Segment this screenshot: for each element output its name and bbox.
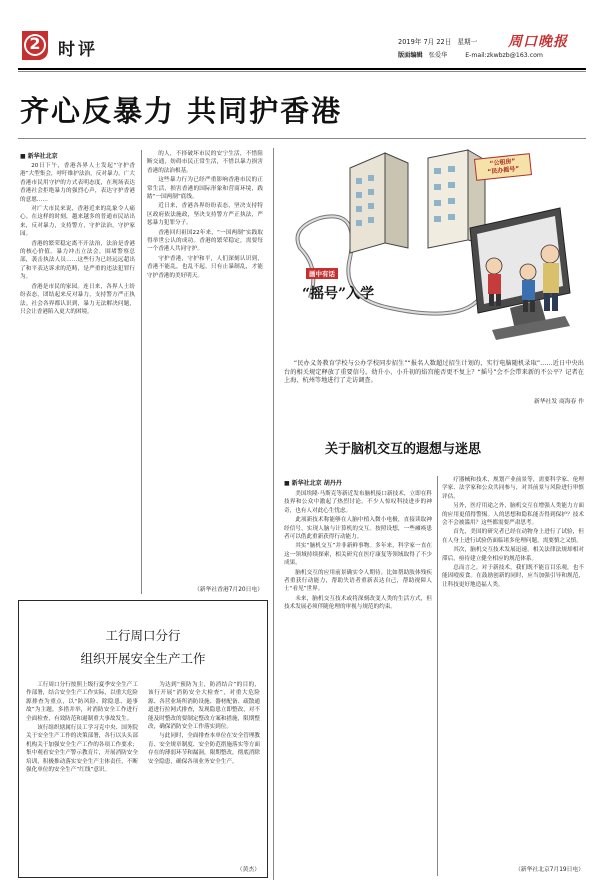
paragraph: 守护香港，守护和平，人们深刻认识到，香港不能乱，也乱不起。只有止暴制乱，才能守护香港的美好明天。	[147, 255, 263, 279]
email: E-mail:zkwbzb@163.com	[465, 52, 543, 59]
cartoon-caption: “民办义务教育学校与公办学校同步招生”“报名人数超过招生计划的，实行电脑随机录取”……近日中央出台的相关规定释放了重要信号。幼升小、小升初的焰宫能否更不复上？“摇号”会不会带来新的不公平？记者在上海、杭州等地进行了走访调查。	[284, 360, 584, 385]
section-name: 时评	[58, 40, 98, 60]
header-rule-thin	[18, 71, 586, 72]
paragraph: 香港的繁荣稳定离不开法治，法治是香港的核心价值。暴力冲击立法会，围堵警察总部，袭击执法人员……这些行为已经远远超出了和平表达诉求的范畴，是严重的违法犯罪行为。	[20, 240, 135, 281]
paragraph: 此项新技术称能够在人脑中植入微小电极，直接读取神经信号，实现人脑与计算机的交互。按照设想，一些瘫痪患者可以借此重新获得行动能力。	[284, 517, 432, 541]
paragraph: 对广大市民来说，香港近来的乱象令人痛心。在这样的时刻，越来越多的普通市民站出来，反对暴力，支持警方，守护法治，守护家园。	[20, 206, 135, 238]
page-header	[18, 28, 586, 68]
editor-label: 版面编辑	[398, 52, 423, 59]
article1-col2	[147, 150, 263, 580]
article2-col1	[284, 490, 432, 874]
cartoon-sign-text-2: “民办摇号”	[487, 165, 520, 176]
article1-col1	[20, 162, 135, 594]
article2-headline: 关于脑机交互的遐想与迷思	[325, 442, 482, 457]
paragraph: 这些暴力行为已经严重影响香港市民的正常生活，损害香港的国际形象和营商环境，践踏“一国两制”底线。	[147, 177, 263, 201]
paragraph: 疗器械和技术，规划产业前景等，需要科学家、伦理学家、法学家和公众共同参与，对其前景与风险进行审慎评估。	[442, 477, 584, 500]
paragraph: 工行周口分行按照上级行夏季安全生产工作部署，结合安全生产工作实际，以重大危险源排查为重点，以“防风险、除隐患、遏事故”为主题，多措并举，对消防安全工作进行全面检查，有效防范和遏制重大事故发生。	[26, 682, 138, 722]
article1-byline: ■ 新华社北京	[20, 151, 58, 160]
paragraph: 香港是市民的家园。连日来，各界人士纷纷表态，团结起来反对暴力，支持警方严正执法。社会各界都认识到，暴力无法解决问题，只会让香港陷入更大的困境。	[20, 283, 135, 315]
paragraph: 另外，医疗用途之外，脑机交互在增强人类能力方面的应用更值得警惕。人的思想和隐私能否得到保护？技术会不会被滥用？这些都需要严肃思考。	[442, 503, 584, 527]
date-line: 2019年 7月 22日	[398, 38, 452, 46]
paper-name: 周口晚报	[508, 34, 568, 50]
article3-credit: （黄杰）	[236, 867, 260, 873]
main-headline: 齐心反暴力 共同护香港	[20, 94, 343, 128]
paragraph: 香港回归祖国22年来，“一国两制”实践取得举世公认的成功。香港的繁荣稳定，需要每一个香港人共同守护。	[147, 229, 263, 253]
article2-col2	[442, 476, 584, 860]
article2-signoff: （新华社北京7月19日电）	[514, 867, 584, 873]
paragraph: 近日来，香港各界纷纷表态，坚决支持特区政府依法施政，坚决支持警方严正执法，严惩暴力犯罪分子。	[147, 203, 263, 227]
paragraph: 未来，脑机交互技术或将深刻改变人类的生活方式，但技术发展必须伴随伦理的审视与规范的约束。	[284, 595, 432, 611]
cartoon-stamp: 画中有话	[306, 268, 338, 279]
article1-signoff: （新华社香港7月20日电）	[193, 587, 263, 593]
paragraph: 脑机交互的应用前景确实令人期待。比如帮助肢体残疾者重获行动能力，帮助失语者重新表达自己，帮助视障人士“看见”世界。	[284, 569, 432, 593]
article3-col1	[26, 681, 138, 871]
paragraph: 其实“脑机交互”并非新鲜事物。多年来，科学家一直在这一领域持续探索，相关研究在医疗康复等领域取得了不少成果。	[284, 543, 432, 567]
headline-rule	[18, 138, 586, 139]
editor-name: 张爱华	[428, 52, 448, 59]
paragraph: 其次，脑机交互技术发展迅速，相关法律法规却相对滞后，亟待建立健全相应的规范体系。	[442, 547, 584, 562]
cartoon-illustration	[280, 148, 586, 358]
cartoon-credit: 新华社发 商海春 作	[533, 399, 584, 405]
paragraph: 总而言之，对于新技术，我们既不能盲目乐观，也不能因噎废食。在鼓励创新的同时，应当加强引导和规范，让科技更好地造福人类。	[442, 565, 584, 588]
column-divider	[437, 476, 438, 876]
weekday: 星期一	[457, 38, 478, 46]
paragraph: 为达到“预防为主，防消结合”的目的，该行开展“消防安全大检查”，对重大危险源、各营业场所消防设施、器材配备、疏散通道进行拉网式排查，发现隐患立即整改，对不能及时整改的要制定整改方案和措施，限期整改，确保消防安全工作落实到位。	[148, 682, 260, 731]
article3-headline-1: 工行周口分行	[105, 628, 181, 643]
cartoon-title: “摇号”入学	[302, 286, 375, 302]
cartoon	[280, 148, 586, 358]
paragraph: 20日下午，香港各界人士发起“守护香港”大型集会，呼吁维护法治，反对暴力。广大香港市民用守护的方式表明态度，在现场表达香港社会拒绝暴力的强烈心声，表达守护香港的意愿……	[20, 163, 135, 203]
paragraph: 美国埃隆·马斯克等新近发布脑机接口新技术，立即在科技界和公众中激起了热烈讨论。不少人惊叹科技进步的神奇，也有人对此心生忧虑。	[284, 491, 432, 514]
section-number: 2	[29, 34, 41, 53]
half-divider	[273, 148, 274, 880]
paragraph: 该行组织辖属行员工学习克中央、国务院关于安全生产工作的决策部署，各行以头头部机构关于加强安全生产工作的各项工作要求；集中观看安全生产警示教育片，开展消防安全培训，积极推动落实安全生产主体责任，不断强化单位的安全生产“红线”意识。	[26, 725, 138, 774]
cartoon-sign-text: “公租房”	[489, 157, 516, 168]
article3-headline-2: 组织开展安全生产工作	[80, 651, 206, 666]
paragraph: 首先，美国的研究者已经在动物身上进行了试验，但在人身上进行试验仍面临诸多伦理问题，需要慎之又慎。	[442, 529, 584, 544]
school-building-icon	[350, 153, 408, 253]
paragraph: 与此同时，全面排查本单位在安全管理教育、安全规章制度、安全防范措施落实等方面存在的薄弱环节和漏洞，限期整改，彻底消除安全隐患，确保各项业务安全生产。	[148, 733, 260, 765]
article3-col2	[148, 681, 260, 865]
paragraph: 的人，不择破坏市民的安宁生活，不惜阻断交通，妨碍市民正常生活，不惜以暴力损害香港的法治根基。	[147, 151, 263, 174]
header-rule	[18, 68, 586, 70]
column-divider	[141, 150, 142, 594]
article2-byline: ■ 新华社北京 胡丹丹	[284, 478, 342, 487]
